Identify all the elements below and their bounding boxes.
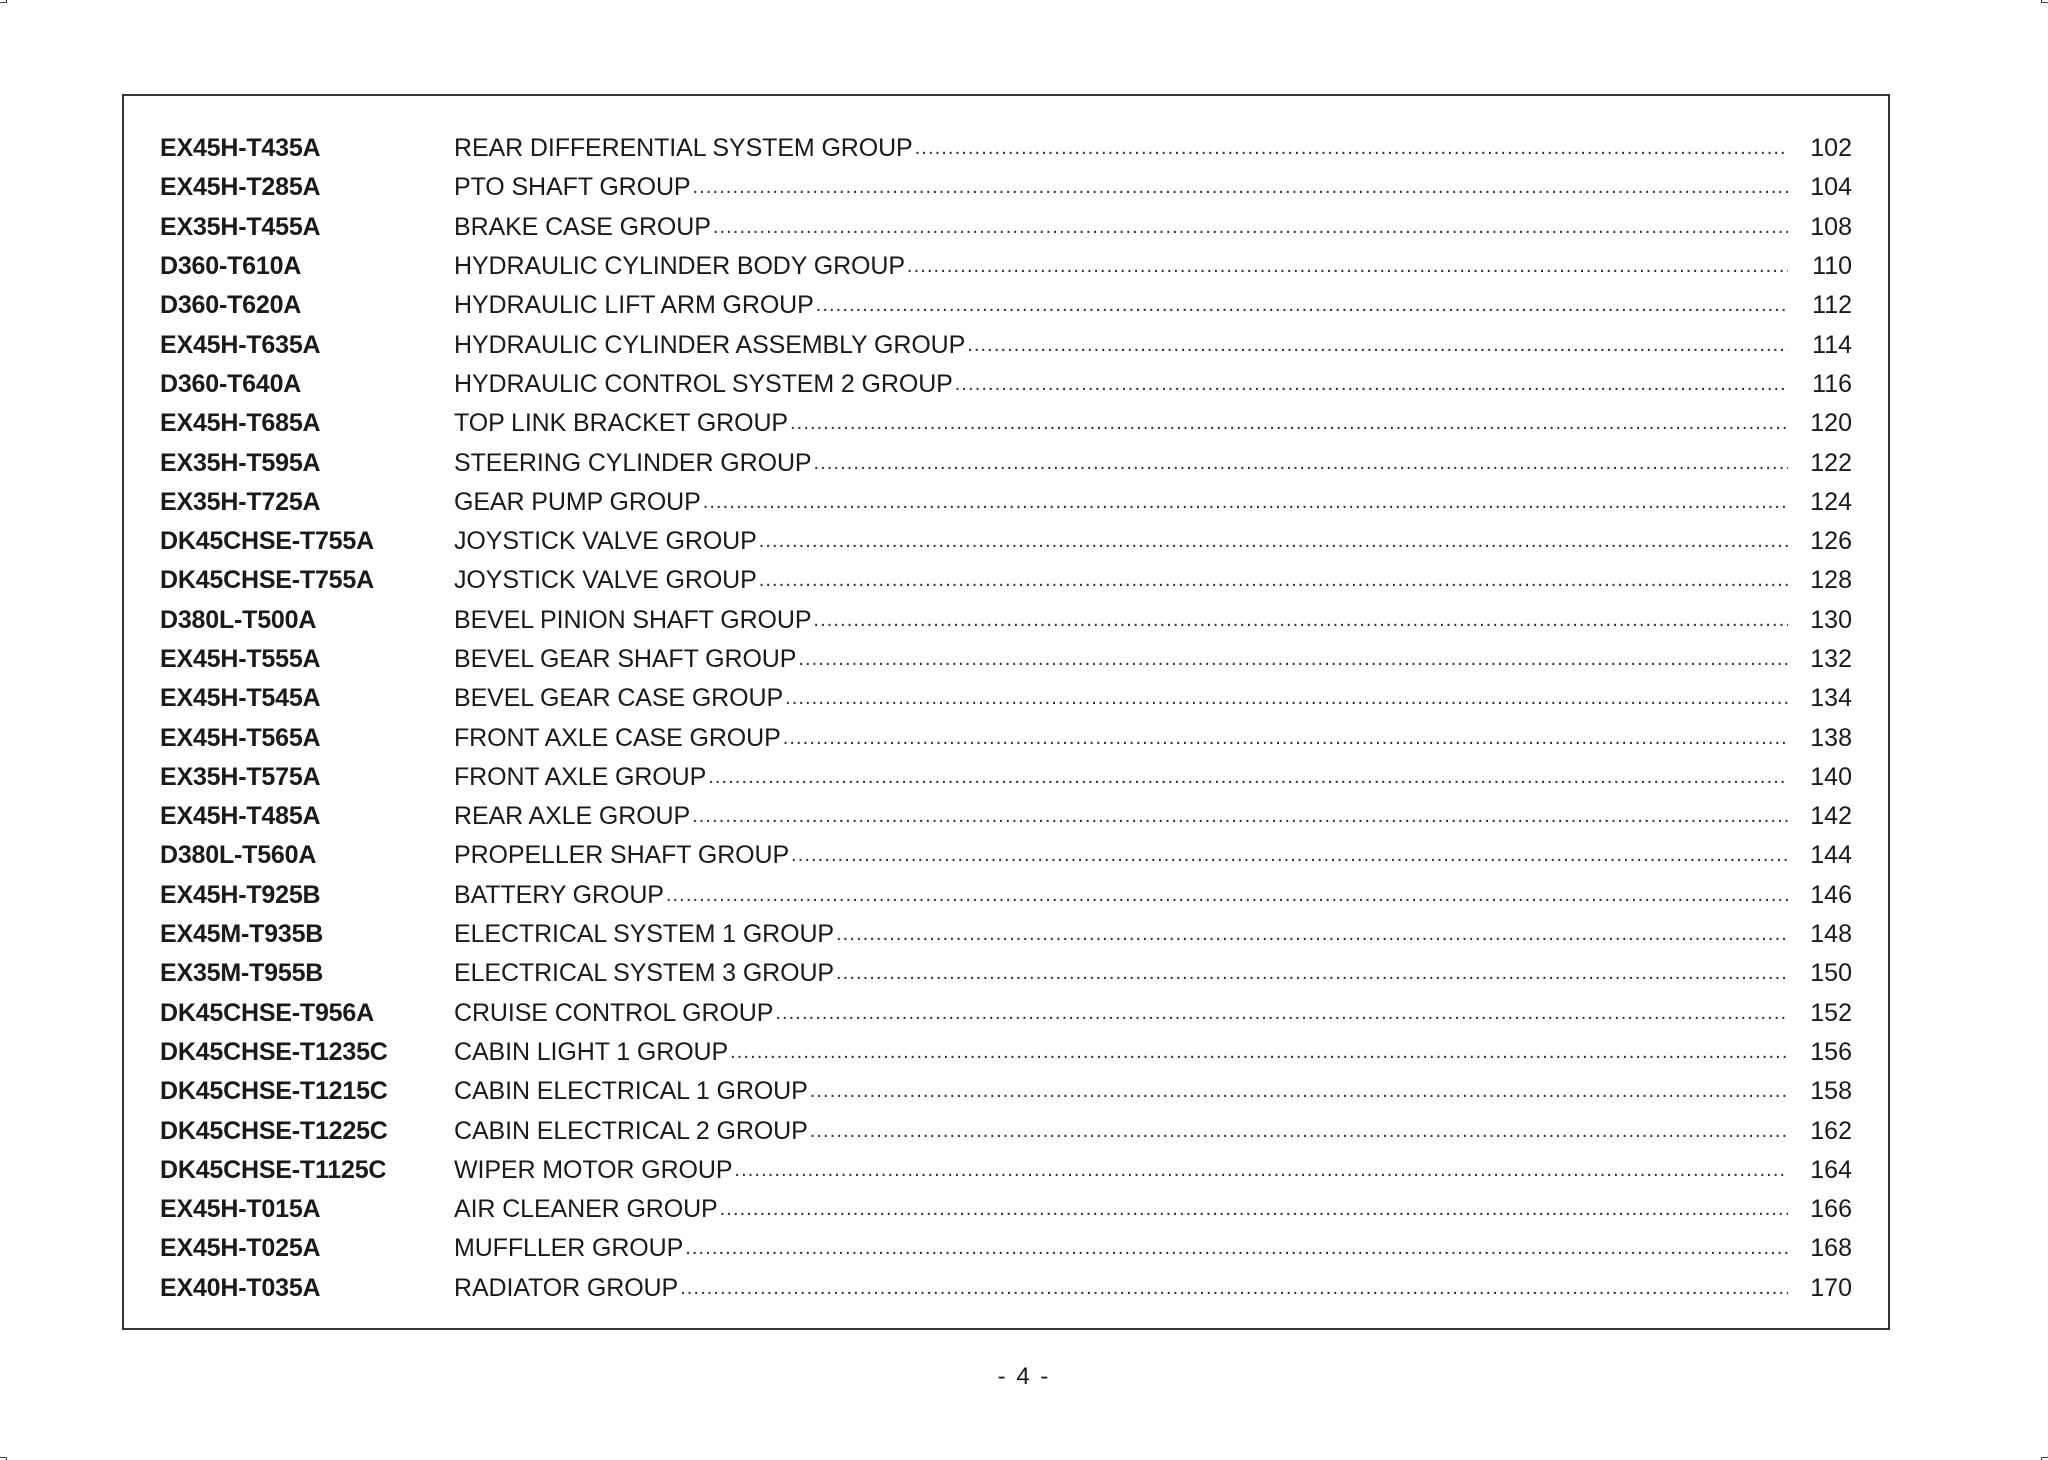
toc-entry[interactable] xyxy=(160,718,1852,757)
toc-entry[interactable] xyxy=(160,483,1852,522)
toc-entry-title-leader xyxy=(454,797,1788,836)
toc-entry-page-number: 102 xyxy=(1810,134,1852,163)
toc-entry-page-number: 150 xyxy=(1810,959,1852,988)
toc-entry-page-number: 168 xyxy=(1810,1234,1852,1263)
toc-entry-title: FRONT AXLE GROUP xyxy=(454,762,707,791)
toc-entry-title: HYDRAULIC CONTROL SYSTEM 2 GROUP xyxy=(454,369,953,398)
toc-entry-page-number: 108 xyxy=(1810,212,1852,241)
toc-entry-code: D360-T640A xyxy=(160,369,302,398)
toc-entry-code: EX45H-T635A xyxy=(160,330,321,359)
toc-entry-title-leader xyxy=(454,561,1788,600)
toc-entry-code: EX35H-T725A xyxy=(160,487,321,516)
toc-entry-title: PROPELLER SHAFT GROUP xyxy=(454,841,790,870)
toc-entry-title-leader xyxy=(454,601,1788,640)
toc-entry-page-number: 114 xyxy=(1812,330,1852,359)
toc-entry-page-number: 166 xyxy=(1810,1195,1852,1224)
toc-entry-code: EX45M-T935B xyxy=(160,920,324,949)
toc-entry-page-number: 170 xyxy=(1810,1273,1852,1302)
toc-entry[interactable] xyxy=(160,1190,1852,1229)
toc-entry[interactable] xyxy=(160,522,1852,561)
toc-entry-title: BATTERY GROUP xyxy=(454,880,664,909)
table-of-contents-list xyxy=(160,129,1852,1308)
toc-entry-title-leader xyxy=(454,876,1788,915)
toc-entry-title-leader xyxy=(454,679,1788,718)
toc-entry-code: D360-T620A xyxy=(160,291,302,320)
toc-entry[interactable] xyxy=(160,758,1852,797)
toc-entry-title: ELECTRICAL SYSTEM 1 GROUP xyxy=(454,920,834,949)
table-of-contents-frame xyxy=(122,94,1890,1330)
toc-entry-page-number: 148 xyxy=(1810,920,1852,949)
toc-entry-title: BRAKE CASE GROUP xyxy=(454,212,711,241)
toc-entry-page-number: 158 xyxy=(1810,1077,1852,1106)
toc-entry-code: EX35H-T595A xyxy=(160,448,321,477)
toc-entry[interactable] xyxy=(160,1151,1852,1190)
toc-entry-page-number: 140 xyxy=(1810,762,1852,791)
toc-entry[interactable] xyxy=(160,443,1852,482)
toc-entry-page-number: 116 xyxy=(1812,369,1852,398)
toc-entry-code: EX35M-T955B xyxy=(160,959,324,988)
toc-entry-title: WIPER MOTOR GROUP xyxy=(454,1155,733,1184)
toc-entry[interactable] xyxy=(160,640,1852,679)
toc-entry-page-number: 144 xyxy=(1810,841,1852,870)
toc-entry[interactable] xyxy=(160,1229,1852,1268)
toc-entry[interactable] xyxy=(160,1072,1852,1111)
toc-entry-title: ELECTRICAL SYSTEM 3 GROUP xyxy=(454,959,834,988)
toc-entry-code: EX45H-T925B xyxy=(160,880,321,909)
toc-entry-title: RADIATOR GROUP xyxy=(454,1273,679,1302)
toc-entry-title: CABIN ELECTRICAL 1 GROUP xyxy=(454,1077,808,1106)
toc-entry-page-number: 128 xyxy=(1810,566,1852,595)
toc-entry[interactable] xyxy=(160,836,1852,875)
toc-entry[interactable] xyxy=(160,1111,1852,1150)
toc-entry[interactable] xyxy=(160,247,1852,286)
toc-entry-title: CRUISE CONTROL GROUP xyxy=(454,998,774,1027)
toc-entry-title: HYDRAULIC LIFT ARM GROUP xyxy=(454,291,814,320)
crop-mark-top-left xyxy=(0,0,7,3)
toc-entry-title: MUFFLLER GROUP xyxy=(454,1234,684,1263)
toc-entry-title: TOP LINK BRACKET GROUP xyxy=(454,409,789,438)
crop-mark-top-right xyxy=(2041,0,2048,3)
toc-entry-title: CABIN ELECTRICAL 2 GROUP xyxy=(454,1116,808,1145)
toc-entry-code: D380L-T560A xyxy=(160,841,317,870)
toc-entry-code: EX45H-T485A xyxy=(160,802,321,831)
toc-entry-title-leader xyxy=(454,247,1788,286)
toc-entry-page-number: 142 xyxy=(1810,802,1852,831)
toc-entry[interactable] xyxy=(160,601,1852,640)
toc-entry-title-leader xyxy=(454,1111,1788,1150)
toc-entry-code: EX45H-T565A xyxy=(160,723,321,752)
toc-entry-code: EX45H-T435A xyxy=(160,134,321,163)
toc-entry-code: D380L-T500A xyxy=(160,605,317,634)
toc-entry-title-leader xyxy=(454,443,1788,482)
toc-entry-title-leader xyxy=(454,758,1788,797)
toc-entry-page-number: 138 xyxy=(1810,723,1852,752)
toc-entry-page-number: 104 xyxy=(1810,173,1852,202)
toc-entry-title-leader xyxy=(454,1190,1788,1229)
toc-entry-title-leader xyxy=(454,522,1788,561)
page-number: - 4 - xyxy=(997,1363,1051,1390)
toc-entry-title-leader xyxy=(454,483,1788,522)
toc-entry[interactable] xyxy=(160,1033,1852,1072)
toc-entry[interactable] xyxy=(160,561,1852,600)
toc-entry-page-number: 164 xyxy=(1810,1155,1852,1184)
toc-entry[interactable] xyxy=(160,1269,1852,1308)
toc-entry-title-leader xyxy=(454,954,1788,993)
toc-entry[interactable] xyxy=(160,876,1852,915)
toc-entry-title-leader xyxy=(454,325,1788,364)
toc-entry-title: REAR DIFFERENTIAL SYSTEM GROUP xyxy=(454,134,913,163)
toc-entry[interactable] xyxy=(160,325,1852,364)
toc-entry-title-leader xyxy=(454,286,1788,325)
toc-entry-code: EX45H-T015A xyxy=(160,1195,321,1224)
toc-entry[interactable] xyxy=(160,915,1852,954)
toc-entry-title-leader xyxy=(454,1151,1788,1190)
toc-entry-title-leader xyxy=(454,404,1788,443)
toc-entry-title: STEERING CYLINDER GROUP xyxy=(454,448,812,477)
toc-entry-title: AIR CLEANER GROUP xyxy=(454,1195,718,1224)
toc-entry-title-leader xyxy=(454,1033,1788,1072)
toc-entry-page-number: 110 xyxy=(1812,252,1852,281)
toc-entry-page-number: 146 xyxy=(1810,880,1852,909)
toc-entry-page-number: 112 xyxy=(1812,291,1852,320)
toc-entry[interactable] xyxy=(160,365,1852,404)
toc-entry-title-leader xyxy=(454,1229,1788,1268)
toc-entry-title-leader xyxy=(454,208,1788,247)
toc-entry-title: BEVEL GEAR CASE GROUP xyxy=(454,684,784,713)
toc-entry-title: BEVEL GEAR SHAFT GROUP xyxy=(454,645,797,673)
toc-entry-page-number: 126 xyxy=(1810,527,1852,556)
toc-entry[interactable] xyxy=(160,679,1852,718)
toc-entry-title-leader xyxy=(454,915,1788,954)
toc-entry-title-leader xyxy=(454,129,1788,168)
toc-entry[interactable] xyxy=(160,797,1852,836)
toc-entry-page-number: 130 xyxy=(1810,605,1852,634)
toc-entry-code: DK45CHSE-T755A xyxy=(160,527,374,556)
toc-entry-code: DK45CHSE-T755A xyxy=(160,566,374,595)
toc-entry-code: EX45H-T685A xyxy=(160,409,321,438)
toc-entry-title: BEVEL PINION SHAFT GROUP xyxy=(454,605,812,634)
toc-entry-title-leader xyxy=(454,365,1788,404)
toc-entry-page-number: 156 xyxy=(1810,1037,1852,1066)
toc-entry-title: JOYSTICK VALVE GROUP xyxy=(454,527,757,556)
toc-entry-title: GEAR PUMP GROUP xyxy=(454,487,701,516)
toc-entry-code: EX45H-T545A xyxy=(160,684,321,713)
toc-entry-title-leader xyxy=(454,994,1788,1033)
toc-entry-title-leader xyxy=(454,640,1788,679)
toc-entry-code: EX45H-T285A xyxy=(160,173,321,202)
toc-entry-title: JOYSTICK VALVE GROUP xyxy=(454,566,757,595)
toc-entry-title-leader xyxy=(454,1269,1788,1308)
toc-entry-title: HYDRAULIC CYLINDER ASSEMBLY GROUP xyxy=(454,330,966,359)
toc-entry-title-leader xyxy=(454,1072,1788,1111)
toc-entry-code: DK45CHSE-T956A xyxy=(160,998,374,1027)
toc-entry-page-number: 134 xyxy=(1810,684,1852,713)
toc-entry-page-number: 132 xyxy=(1810,645,1852,673)
toc-entry-code: DK45CHSE-T1125C xyxy=(160,1155,387,1184)
toc-entry-code: EX45H-T555A xyxy=(160,645,321,673)
toc-entry[interactable] xyxy=(160,129,1852,168)
toc-entry[interactable] xyxy=(160,954,1852,993)
toc-entry[interactable] xyxy=(160,994,1852,1033)
toc-entry[interactable] xyxy=(160,286,1852,325)
toc-entry[interactable] xyxy=(160,404,1852,443)
toc-entry-page-number: 124 xyxy=(1810,487,1852,516)
toc-entry-code: DK45CHSE-T1225C xyxy=(160,1116,388,1145)
toc-entry-code: EX35H-T575A xyxy=(160,762,321,791)
toc-entry-title: HYDRAULIC CYLINDER BODY GROUP xyxy=(454,252,905,281)
toc-entry-code: EX35H-T455A xyxy=(160,212,321,241)
toc-entry-page-number: 120 xyxy=(1810,409,1852,438)
toc-entry-page-number: 152 xyxy=(1810,998,1852,1027)
toc-entry-title-leader xyxy=(454,718,1788,757)
toc-entry[interactable] xyxy=(160,208,1852,247)
toc-entry-page-number: 122 xyxy=(1810,448,1852,477)
toc-entry-code: EX45H-T025A xyxy=(160,1234,321,1263)
toc-entry-title: FRONT AXLE CASE GROUP xyxy=(454,723,781,752)
toc-entry-title: CABIN LIGHT 1 GROUP xyxy=(454,1037,729,1066)
toc-entry-title: REAR AXLE GROUP xyxy=(454,802,691,831)
toc-entry-title-leader xyxy=(454,168,1788,207)
toc-entry-code: D360-T610A xyxy=(160,252,302,281)
toc-entry-title-leader xyxy=(454,836,1788,875)
toc-entry-code: DK45CHSE-T1215C xyxy=(160,1077,388,1106)
toc-entry-page-number: 162 xyxy=(1810,1116,1852,1145)
toc-entry[interactable] xyxy=(160,168,1852,207)
toc-entry-title: PTO SHAFT GROUP xyxy=(454,173,691,202)
toc-entry-code: DK45CHSE-T1235C xyxy=(160,1037,388,1066)
toc-entry-code: EX40H-T035A xyxy=(160,1273,321,1302)
